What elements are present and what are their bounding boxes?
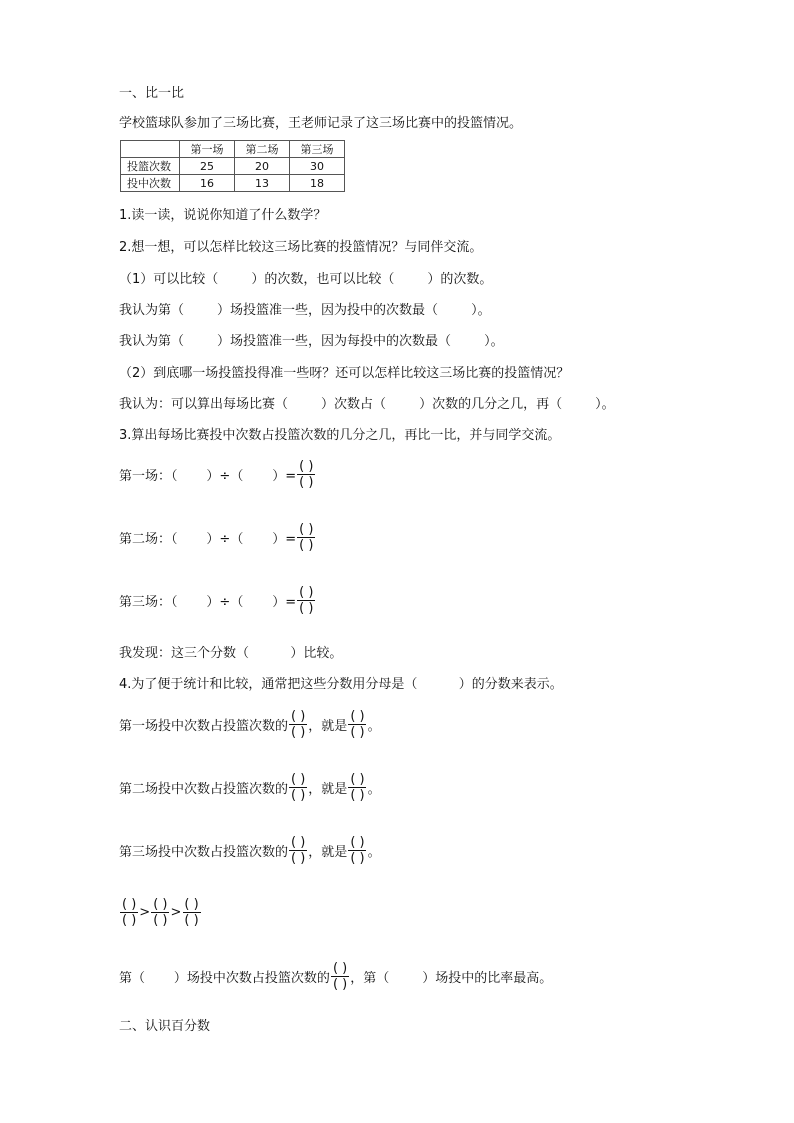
intro-text: 学校篮球队参加了三场比赛，王老师记录了这三场比赛中的投篮情况。 bbox=[119, 116, 523, 131]
question-2-1-b: 我认为第（ ）场投篮准一些，因为每投中的次数最（ ）。 bbox=[119, 334, 504, 349]
discover-text: 我发现：这三个分数（ ）比较。 bbox=[119, 646, 343, 661]
fraction-denominator: ( ) bbox=[153, 913, 168, 928]
fraction-numerator: ( ) bbox=[299, 522, 314, 537]
fraction-numerator: ( ) bbox=[299, 459, 314, 474]
blank-fraction bbox=[348, 772, 366, 803]
ratio-prefix: 第二场投中次数占投篮次数的 bbox=[119, 782, 289, 797]
greater-than-sign: > bbox=[139, 905, 151, 920]
table-row bbox=[121, 158, 345, 175]
question-2: 2.想一想，可以怎样比较这三场比赛的投篮情况？与同伴交流。 bbox=[119, 240, 483, 255]
blank-fraction bbox=[297, 459, 315, 490]
table-cell: 25 bbox=[180, 158, 235, 175]
fraction-denominator: ( ) bbox=[299, 601, 314, 616]
fraction-numerator: ( ) bbox=[291, 835, 306, 850]
ratio-row bbox=[119, 772, 381, 803]
blank-fraction bbox=[297, 585, 315, 616]
blank-fraction bbox=[120, 897, 138, 928]
fraction-denominator: ( ) bbox=[299, 475, 314, 490]
blank-fraction bbox=[331, 961, 349, 992]
ratio-row bbox=[119, 709, 381, 740]
question-4: 4.为了便于统计和比较，通常把这些分数用分母是（ ）的分数来表示。 bbox=[119, 677, 563, 692]
calc-row bbox=[119, 585, 316, 616]
section2-title: 二、认识百分数 bbox=[119, 1019, 211, 1034]
blank-fraction bbox=[348, 709, 366, 740]
fraction-numerator: ( ) bbox=[299, 585, 314, 600]
table-cell: 18 bbox=[290, 175, 345, 192]
section1-title: 一、比一比 bbox=[119, 86, 185, 101]
score-table bbox=[120, 140, 345, 192]
table-header-cell: 第三场 bbox=[290, 141, 345, 158]
table-header-cell: 第一场 bbox=[180, 141, 235, 158]
fraction-numerator: ( ) bbox=[291, 772, 306, 787]
blank-fraction bbox=[289, 835, 307, 866]
question-2-1-a: 我认为第（ ）场投篮准一些，因为投中的次数最（ ）。 bbox=[119, 303, 491, 318]
question-1: 1.读一读，说说你知道了什么数学？ bbox=[119, 208, 327, 223]
calc-label: 第二场：（ ）÷（ ）= bbox=[119, 532, 297, 547]
fraction-numerator: ( ) bbox=[122, 897, 137, 912]
greater-than-sign: > bbox=[170, 905, 182, 920]
table-cell: 30 bbox=[290, 158, 345, 175]
ratio-prefix: 第一场投中次数占投篮次数的 bbox=[119, 719, 289, 734]
blank-fraction bbox=[182, 897, 200, 928]
question-2-1: （1）可以比较（ ）的次数，也可以比较（ ）的次数。 bbox=[119, 272, 493, 287]
fraction-denominator: ( ) bbox=[350, 851, 365, 866]
table-header-cell: 第二场 bbox=[235, 141, 290, 158]
question-3: 3.算出每场比赛投中次数占投篮次数的几分之几，再比一比，并与同学交流。 bbox=[119, 428, 561, 443]
table-cell: 13 bbox=[235, 175, 290, 192]
fraction-denominator: ( ) bbox=[291, 788, 306, 803]
fraction-numerator: ( ) bbox=[332, 961, 348, 976]
table-header-cell bbox=[121, 141, 180, 158]
blank-fraction bbox=[297, 522, 315, 553]
calc-label: 第一场：（ ）÷（ ）= bbox=[119, 469, 297, 484]
fraction-numerator: ( ) bbox=[291, 709, 306, 724]
question-2-2-a: 我认为：可以算出每场比赛（ ）次数占（ ）次数的几分之几，再（ ）。 bbox=[119, 397, 615, 412]
fraction-numerator: ( ) bbox=[350, 772, 365, 787]
fraction-numerator: ( ) bbox=[350, 709, 365, 724]
fraction-denominator: ( ) bbox=[350, 788, 365, 803]
ratio-mid: ，就是 bbox=[308, 845, 348, 860]
fraction-denominator: ( ) bbox=[299, 538, 314, 553]
ratio-mid: ，就是 bbox=[308, 782, 348, 797]
fraction-denominator: ( ) bbox=[184, 913, 199, 928]
final-part-1: 第（ ）场投中次数占投篮次数的 bbox=[119, 971, 330, 986]
blank-fraction bbox=[348, 835, 366, 866]
fraction-denominator: ( ) bbox=[122, 913, 137, 928]
table-cell: 20 bbox=[235, 158, 290, 175]
ratio-end: 。 bbox=[367, 719, 381, 734]
ratio-mid: ，就是 bbox=[308, 719, 348, 734]
fraction-denominator: ( ) bbox=[291, 851, 306, 866]
table-cell: 16 bbox=[180, 175, 235, 192]
calc-row bbox=[119, 459, 316, 490]
fraction-numerator: ( ) bbox=[184, 897, 199, 912]
blank-fraction bbox=[151, 897, 169, 928]
fraction-denominator: ( ) bbox=[291, 725, 306, 740]
table-header-row bbox=[121, 141, 345, 158]
question-2-2: （2）到底哪一场投篮投得准一些呀？还可以怎样比较这三场比赛的投篮情况？ bbox=[119, 366, 570, 381]
table-cell: 投中次数 bbox=[121, 175, 180, 192]
blank-fraction bbox=[289, 772, 307, 803]
table-row bbox=[121, 175, 345, 192]
fraction-denominator: ( ) bbox=[332, 977, 348, 992]
fraction-numerator: ( ) bbox=[350, 835, 365, 850]
ratio-prefix: 第三场投中次数占投篮次数的 bbox=[119, 845, 289, 860]
table-cell: 投篮次数 bbox=[121, 158, 180, 175]
calc-row bbox=[119, 522, 316, 553]
final-row bbox=[119, 961, 552, 992]
ratio-end: 。 bbox=[367, 845, 381, 860]
ratio-end: 。 bbox=[367, 782, 381, 797]
ratio-row bbox=[119, 835, 381, 866]
calc-label: 第三场：（ ）÷（ ）= bbox=[119, 595, 297, 610]
fraction-numerator: ( ) bbox=[153, 897, 168, 912]
blank-fraction bbox=[289, 709, 307, 740]
final-part-2: ，第（ ）场投中的比率最高。 bbox=[350, 971, 553, 986]
comparison-row bbox=[119, 897, 202, 928]
fraction-denominator: ( ) bbox=[350, 725, 365, 740]
